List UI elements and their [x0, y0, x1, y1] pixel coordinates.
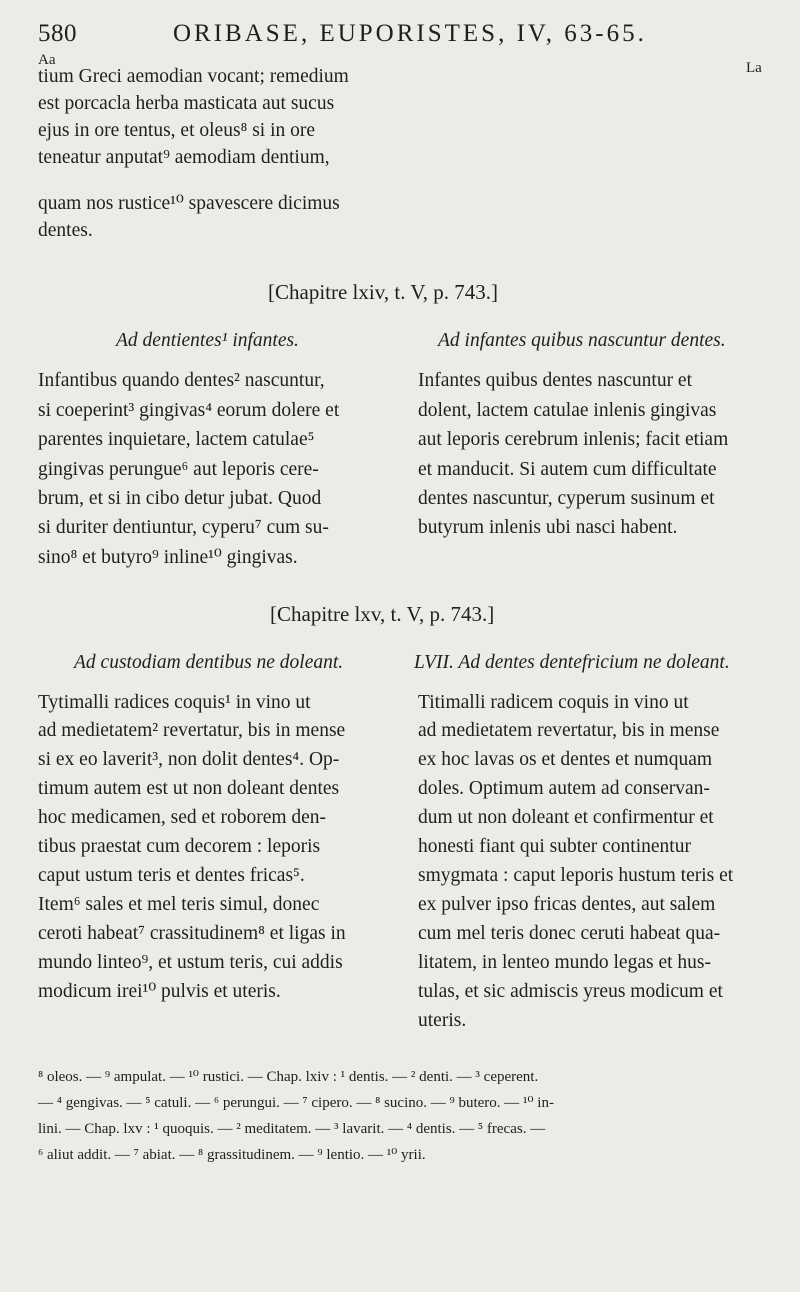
text-line: si coeperint³ gingivas⁴ eorum dolere et [38, 400, 340, 421]
text-line: honesti fiant qui subter continentur [418, 836, 691, 857]
running-title: ORIBASE, EUPORISTES, IV, 63-65. [173, 20, 647, 47]
text-line: ad medietatem revertatur, bis in mense [418, 720, 720, 741]
text-line: tulas, et sic admiscis yreus modicum et [418, 981, 723, 1002]
footnote-line: — ⁴ gengivas. — ⁵ catuli. — ⁶ perungui. — ⁷ cipero. — ⁸ sucino. — ⁹ butero. — ¹⁰ in- [38, 1095, 554, 1111]
text-line: mundo linteo⁹, et ustum teris, cui addis [38, 952, 343, 973]
chapter-65-heading: [Chapitre lxv, t. V, p. 743.] [270, 602, 495, 626]
text-line: ex pulver ipso fricas dentes, aut salem [418, 894, 716, 915]
signature-mark-left: Aa [38, 52, 56, 68]
intro-line: teneatur anputat⁹ aemodiam dentium, [38, 147, 330, 168]
footnote-line: lini. — Chap. lxv : ¹ quoquis. — ² meditatem. — ³ lavarit. — ⁴ dentis. — ⁵ frecas. — [38, 1121, 546, 1137]
text-line: dolent, lactem catulae inlenis gingivas [418, 400, 717, 421]
text-line: litatem, in lenteo mundo legas et hus- [418, 952, 711, 973]
intro-line: ejus in ore tentus, et oleus⁸ si in ore [38, 120, 316, 141]
chapter-64-left-title: Ad dentientes¹ infantes. [116, 330, 299, 351]
text-line: doles. Optimum autem ad conservan- [418, 778, 710, 799]
text-line: cum mel teris donec ceruti habeat qua- [418, 923, 721, 944]
text-line: butyrum inlenis ubi nasci habent. [418, 517, 678, 538]
text-line: Infantibus quando dentes² nascuntur, [38, 370, 325, 391]
text-line: Infantes quibus dentes nascuntur et [418, 370, 693, 391]
intro-line: tium Greci aemodian vocant; remedium [38, 66, 349, 87]
text-line: Item⁶ sales et mel teris simul, donec [38, 894, 320, 915]
chapter-65-right-title: LVII. Ad dentes dentefricium ne doleant. [414, 652, 730, 673]
text-line: caput ustum teris et dentes fricas⁵. [38, 865, 305, 886]
text-line: dum ut non doleant et confirmentur et [418, 807, 714, 828]
text-line: si ex eo laverit³, non dolit dentes⁴. Op- [38, 749, 340, 770]
text-line: timum autem est ut non doleant dentes [38, 778, 340, 799]
text-line: Titimalli radicem coquis in vino ut [418, 692, 689, 713]
page-number: 580 [38, 20, 77, 47]
text-line: parentes inquietare, lactem catulae⁵ [38, 429, 315, 450]
chapter-64-right-title: Ad infantes quibus nascuntur dentes. [438, 330, 726, 351]
text-line: ex hoc lavas os et dentes et numquam [418, 749, 713, 770]
text-line: uteris. [418, 1010, 467, 1031]
chapter-65-left-title: Ad custodiam dentibus ne doleant. [74, 652, 344, 673]
intro-line: dentes. [38, 220, 93, 241]
page-header [38, 20, 778, 54]
signature-mark-right: La [746, 60, 762, 76]
text-line: aut leporis cerebrum inlenis; facit etiam [418, 429, 729, 450]
intro-line: est porcacla herba masticata aut sucus [38, 93, 335, 114]
intro-line: quam nos rustice¹⁰ spavescere dicimus [38, 193, 340, 214]
text-line: ceroti habeat⁷ crassitudinem⁸ et ligas in [38, 923, 346, 944]
chapter-64-heading: [Chapitre lxiv, t. V, p. 743.] [268, 280, 499, 304]
text-line: et manducit. Si autem cum difficultate [418, 459, 717, 480]
footnote-line: ⁸ oleos. — ⁹ ampulat. — ¹⁰ rustici. — Chap. lxiv : ¹ dentis. — ² denti. — ³ ceperent. [38, 1069, 539, 1085]
text-line: smygmata : caput leporis hustum teris et [418, 865, 734, 886]
text-line: sino⁸ et butyro⁹ inline¹⁰ gingivas. [38, 547, 298, 568]
text-line: gingivas perungue⁶ aut leporis cere- [38, 459, 319, 480]
text-line: si duriter dentiuntur, cyperu⁷ cum su- [38, 517, 329, 538]
text-line: hoc medicamen, sed et roborem den- [38, 807, 327, 828]
text-line: Tytimalli radices coquis¹ in vino ut [38, 692, 311, 713]
text-line: brum, et si in cibo detur jubat. Quod [38, 488, 322, 509]
footnote-line: ⁶ aliut addit. — ⁷ abiat. — ⁸ grassitudinem. — ⁹ lentio. — ¹⁰ yrii. [38, 1147, 426, 1163]
text-line: tibus praestat cum decorem : leporis [38, 836, 321, 857]
text-line: ad medietatem² revertatur, bis in mense [38, 720, 346, 741]
text-line: modicum irei¹⁰ pulvis et uteris. [38, 981, 281, 1002]
text-line: dentes nascuntur, cyperum susinum et [418, 488, 715, 509]
